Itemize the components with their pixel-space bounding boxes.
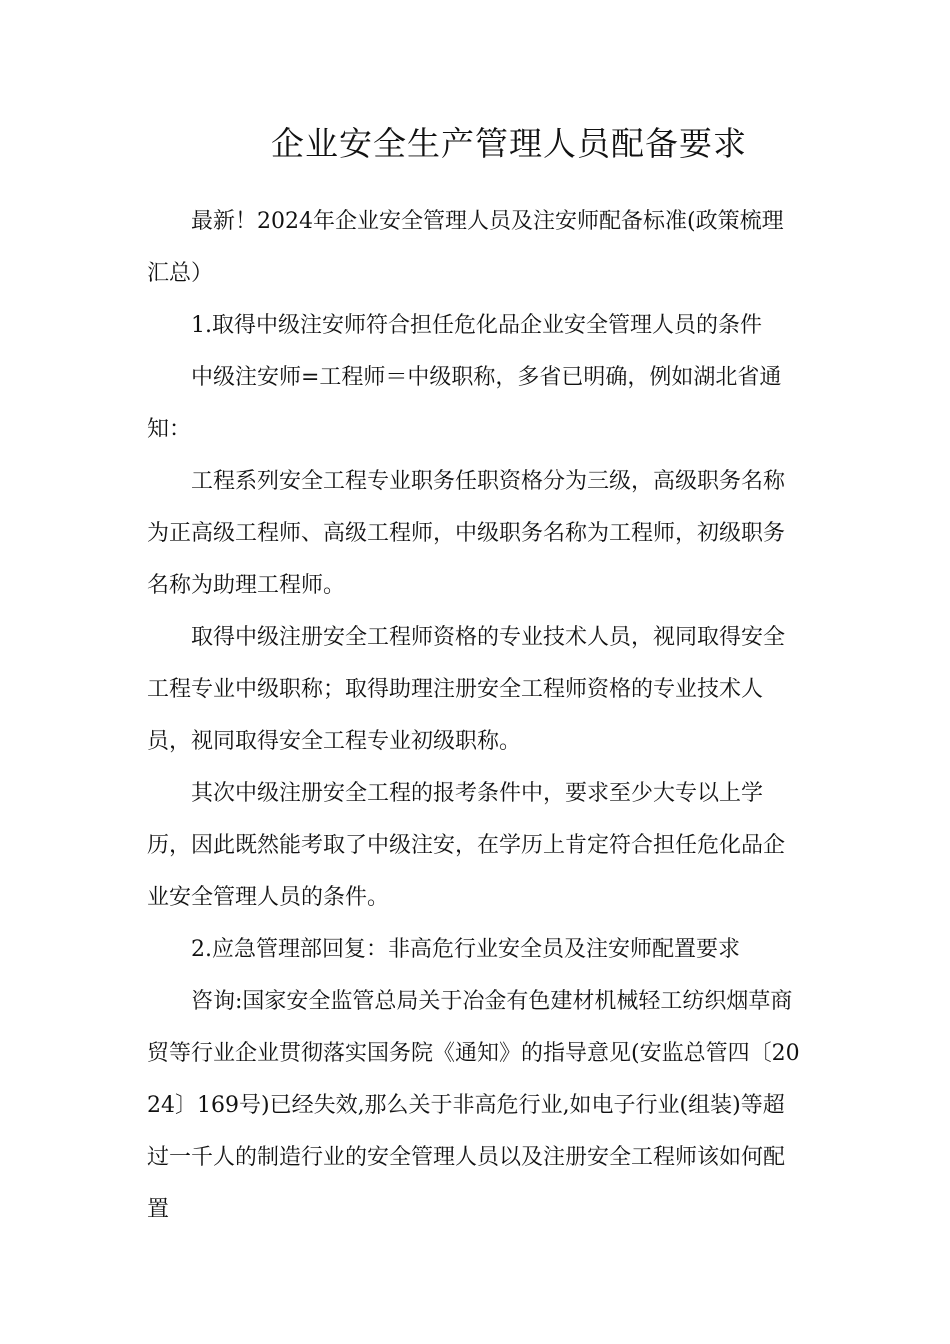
document-body xyxy=(147,196,803,1236)
paragraph-hubei-notice: 中级注安师=工程师＝中级职称，多省已明确，例如湖北省通知： xyxy=(147,365,782,442)
paragraph-equivalence: 取得中级注册安全工程师资格的专业技术人员，视同取得安全工程专业中级职称；取得助理注册安全工程师资格的专业技术人员，视同取得安全工程专业初级职称。 xyxy=(147,625,786,754)
paragraph-section-1-heading: 1.取得中级注安师符合担任危化品企业安全管理人员的条件 xyxy=(191,313,762,338)
paragraph-title-levels: 工程系列安全工程专业职务任职资格分为三级，高级职务名称为正高级工程师、高级工程师，中级职务名称为工程师，初级职务名称为助理工程师。 xyxy=(147,469,786,598)
paragraph-intro: 最新！2024年企业安全管理人员及注安师配备标准(政策梳理汇总） xyxy=(147,209,784,286)
document-title: 企业安全生产管理人员配备要求 xyxy=(271,124,747,163)
paragraph-education: 其次中级注册安全工程的报考条件中，要求至少大专以上学历，因此既然能考取了中级注安，在学历上肯定符合担任危化品企业安全管理人员的条件。 xyxy=(147,781,786,910)
paragraph-section-2-heading: 2.应急管理部回复：非高危行业安全员及注安师配置要求 xyxy=(191,937,740,962)
paragraph-inquiry: 咨询:国家安全监管总局关于冶金有色建材机械轻工纺织烟草商贸等行业企业贯彻落实国务院《通知》的指导意见(安监总管四〔2024〕169号)已经失效,那么关于非高危行业,如电子行业(组装)等超过一千人的制造行业的安全管理人员以及注册安全工程师该如何配置 xyxy=(147,989,800,1222)
